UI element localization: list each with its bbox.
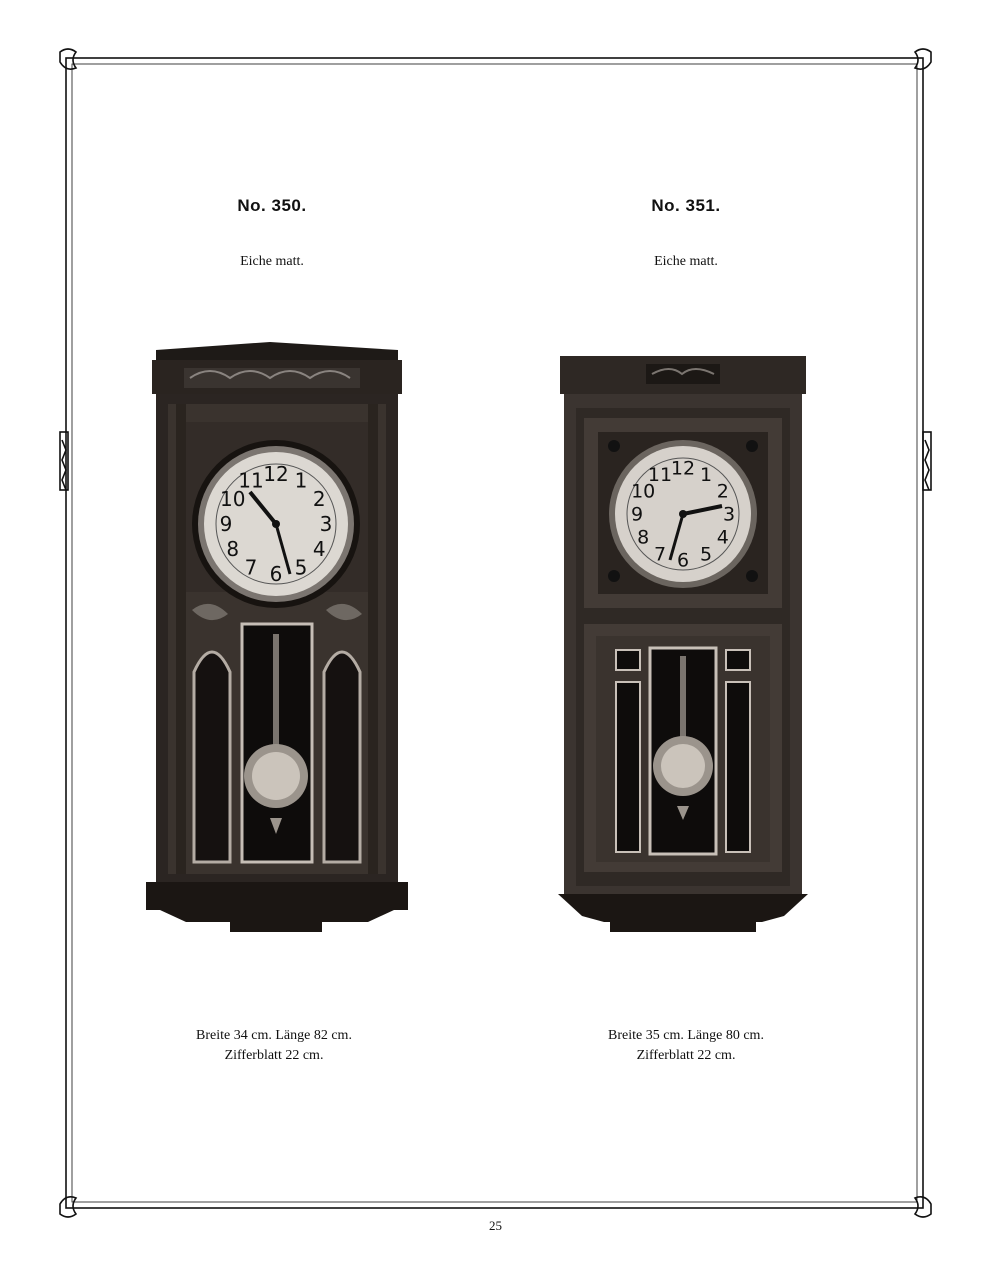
dial-numeral: 9 [219,512,233,536]
dial-numeral: 6 [269,562,283,586]
dial-numeral: 1 [699,463,713,486]
dial-numeral: 2 [312,487,326,511]
dial-numeral: 10 [631,480,656,503]
dial-numeral: 4 [312,537,326,561]
dial-numeral: 8 [637,526,650,549]
item-finish-350: Eiche matt. [240,254,304,269]
item-dims-line2: Zifferblatt 22 cm. [636,1048,736,1063]
item-dimensions-350 [114,1026,434,1066]
item-dims-line1: Breite 34 cm. Länge 82 cm. [196,1028,352,1043]
page-number: 25 [489,1218,502,1233]
dial-numeral: 2 [716,480,729,503]
dial-numeral: 10 [219,487,246,511]
clock-351-photo [558,356,808,934]
item-finish-351: Eiche matt. [654,254,718,269]
dial-numeral: 5 [294,555,308,580]
item-number-350: No. 350. [237,196,307,215]
dial-numeral: 1 [294,468,308,493]
dial-numeral: 3 [722,503,736,526]
dial-numeral: 5 [699,543,713,566]
dial-numeral: 11 [238,468,264,493]
dial-numeral: 8 [226,537,240,561]
dial-numeral: 7 [244,555,258,580]
dial-numeral: 11 [647,463,673,486]
item-dims-line1: Breite 35 cm. Länge 80 cm. [608,1028,764,1043]
clock-350-photo [146,342,408,934]
dial-numeral: 6 [676,549,690,572]
item-dims-line2: Zifferblatt 22 cm. [224,1048,324,1063]
dial-numeral: 7 [653,543,667,566]
dial-numeral: 12 [263,462,289,486]
dial-numeral: 12 [670,457,696,480]
dial-numeral: 4 [716,526,729,549]
dial-numeral: 9 [630,503,644,526]
item-number-351: No. 351. [651,196,721,215]
dial-numeral: 3 [319,512,333,536]
item-dimensions-351 [526,1026,846,1066]
